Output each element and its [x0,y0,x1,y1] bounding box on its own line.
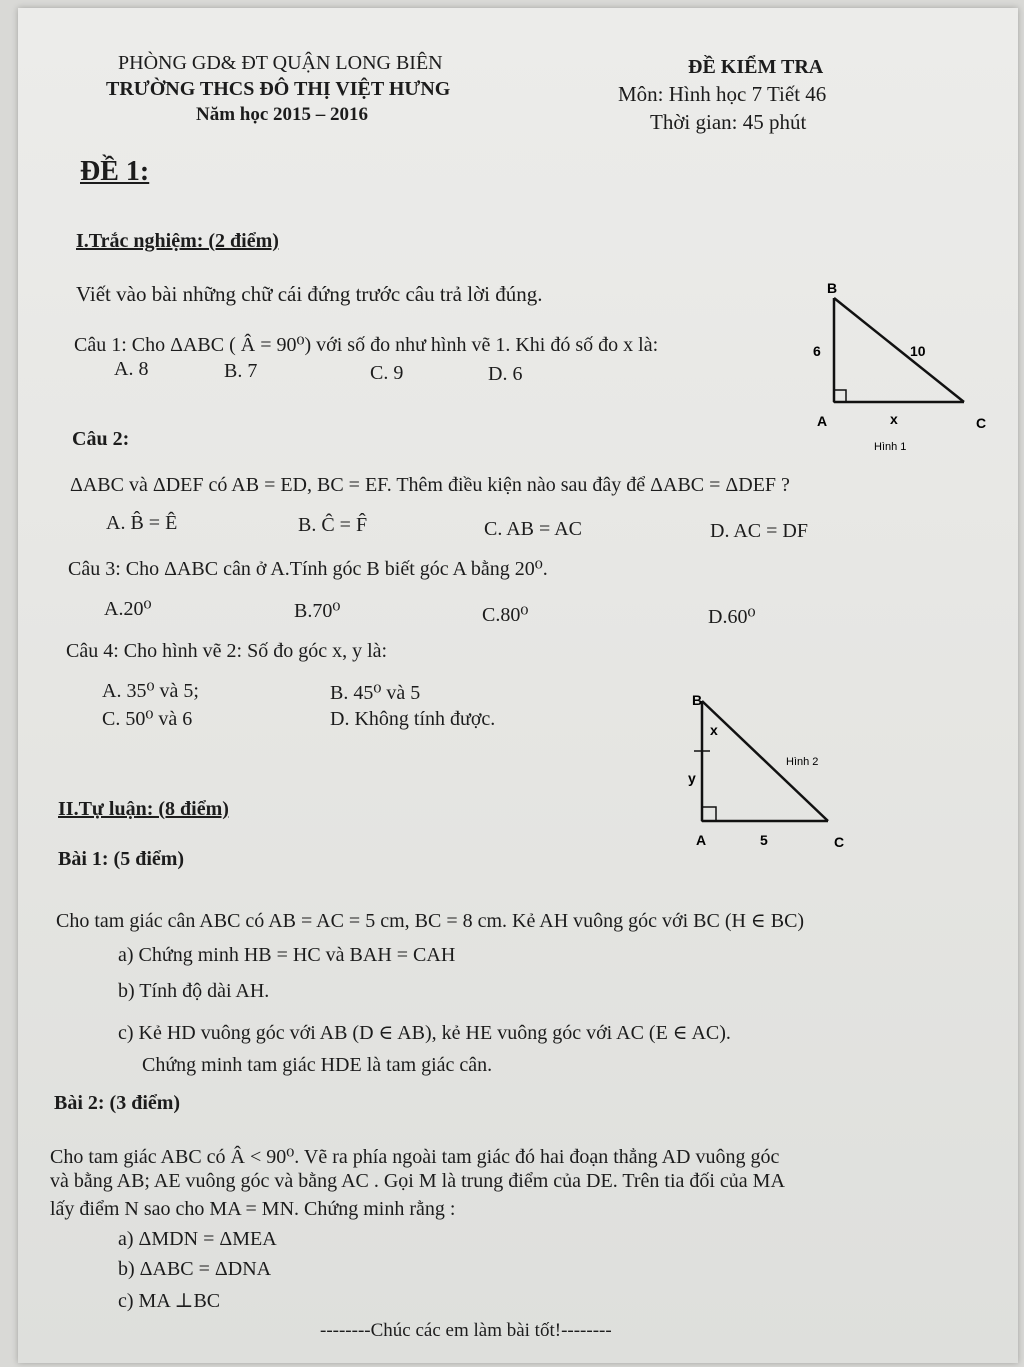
bai1-part-c: c) Kẻ HD vuông góc với AB (D ∈ AB), kẻ HE vuông góc với AC (E ∈ AC). [118,1022,731,1044]
q2-text: ΔABC và ΔDEF có AB = ED, BC = EF. Thêm điều kiện nào sau đây để ΔABC = ΔDEF ? [70,474,790,496]
fig2-label-y: y [688,770,696,786]
q2-label: Câu 2: [72,428,130,450]
exam-sheet [18,8,1018,1363]
footer-message: --------Chúc các em làm bài tốt!-------- [320,1320,612,1341]
fig2-label-x: x [710,722,718,738]
q4-text: Câu 4: Cho hình vẽ 2: Số đo góc x, y là: [66,640,388,662]
fig2-label-b: B [692,692,703,708]
bai2-part-c: c) MA ⊥BC [118,1290,221,1312]
q3-option-d: D.60⁰ [708,606,756,628]
q4-option-c: C. 50⁰ và 6 [102,708,193,730]
q4-option-d: D. Không tính được. [330,708,496,730]
school-name: TRƯỜNG THCS ĐÔ THỊ VIỆT HƯNG [106,78,451,100]
q3-option-b: B.70⁰ [294,600,341,622]
exam-subject: Môn: Hình học 7 Tiết 46 [618,82,827,106]
fig1-label-6: 6 [813,343,821,359]
q1-text: Câu 1: Cho ΔABC ( Â = 90⁰) với số đo như hình vẽ 1. Khi đó số đo x là: [74,334,659,356]
q2-option-c: C. AB = AC [484,518,582,540]
school-year: Năm học 2015 – 2016 [196,104,369,125]
part2-heading: II.Tự luận: (8 điểm) [58,798,229,820]
q3-option-c: C.80⁰ [482,604,529,626]
q2-option-b: B. Ĉ = F̂ [298,514,368,536]
bai2-title: Bài 2: (3 điểm) [54,1092,181,1114]
q1-option-d: D. 6 [488,363,523,385]
fig1-right-angle-mark [834,390,846,402]
fig1-label-b: B [827,280,838,296]
exam-code: ĐỀ 1: [80,156,150,187]
fig2-right-angle-mark [702,807,716,821]
q3-text: Câu 3: Cho ΔABC cân ở A.Tính góc B biết góc A bằng 20⁰. [68,558,548,580]
fig1-caption: Hình 1 [874,441,907,453]
bai1-part-b: b) Tính độ dài AH. [118,980,270,1002]
fig1-label-a: A [817,413,828,429]
bai1-part-a: a) Chứng minh HB = HC và BAH = CAH [118,944,456,966]
bai2-line3: lấy điểm N sao cho MA = MN. Chứng minh rằng : [50,1198,456,1220]
fig2-label-c: C [834,834,845,850]
q3-option-a: A.20⁰ [104,598,152,620]
q4-option-a: A. 35⁰ và 5; [102,680,199,702]
fig1-side-bc [834,298,964,402]
q4-option-b: B. 45⁰ và 5 [330,682,421,704]
q2-option-d: D. AC = DF [710,520,808,542]
fig2-label-5: 5 [760,832,768,848]
fig1-label-c: C [976,415,987,431]
bai2-line1: Cho tam giác ABC có Â < 90⁰. Vẽ ra phía ngoài tam giác đó hai đoạn thẳng AD vuông góc [50,1146,780,1168]
q2-option-a: A. B̂ = Ê [106,512,178,534]
bai1-title: Bài 1: (5 điểm) [58,848,185,870]
part1-instruction: Viết vào bài những chữ cái đứng trước câu trả lời đúng. [76,282,543,306]
figure-2 [672,683,872,858]
figure-1 [798,278,1008,458]
fig1-label-10: 10 [910,343,926,359]
bai1-text: Cho tam giác cân ABC có AB = AC = 5 cm, BC = 8 cm. Kẻ AH vuông góc với BC (H ∈ BC) [56,910,805,932]
part1-heading: I.Trắc nghiệm: (2 điểm) [76,230,279,252]
q1-option-b: B. 7 [224,360,258,382]
bai2-part-a: a) ΔMDN = ΔMEA [118,1228,277,1250]
bai2-line2: và bằng AB; AE vuông góc và bằng AC . Gọi M là trung điểm của DE. Trên tia đối của MA [50,1170,785,1192]
fig2-label-a: A [696,832,707,848]
fig1-label-x: x [890,411,898,427]
bai2-part-b: b) ΔABC = ΔDNA [118,1258,272,1280]
q1-option-a: A. 8 [114,358,149,380]
bai1-part-c-line2: Chứng minh tam giác HDE là tam giác cân. [142,1054,493,1076]
exam-title: ĐỀ KIỂM TRA [688,56,824,78]
fig2-caption: Hình 2 [786,756,819,768]
exam-duration: Thời gian: 45 phút [650,110,807,134]
q1-option-c: C. 9 [370,362,404,384]
dept-name: PHÒNG GD& ĐT QUẬN LONG BIÊN [118,52,443,74]
